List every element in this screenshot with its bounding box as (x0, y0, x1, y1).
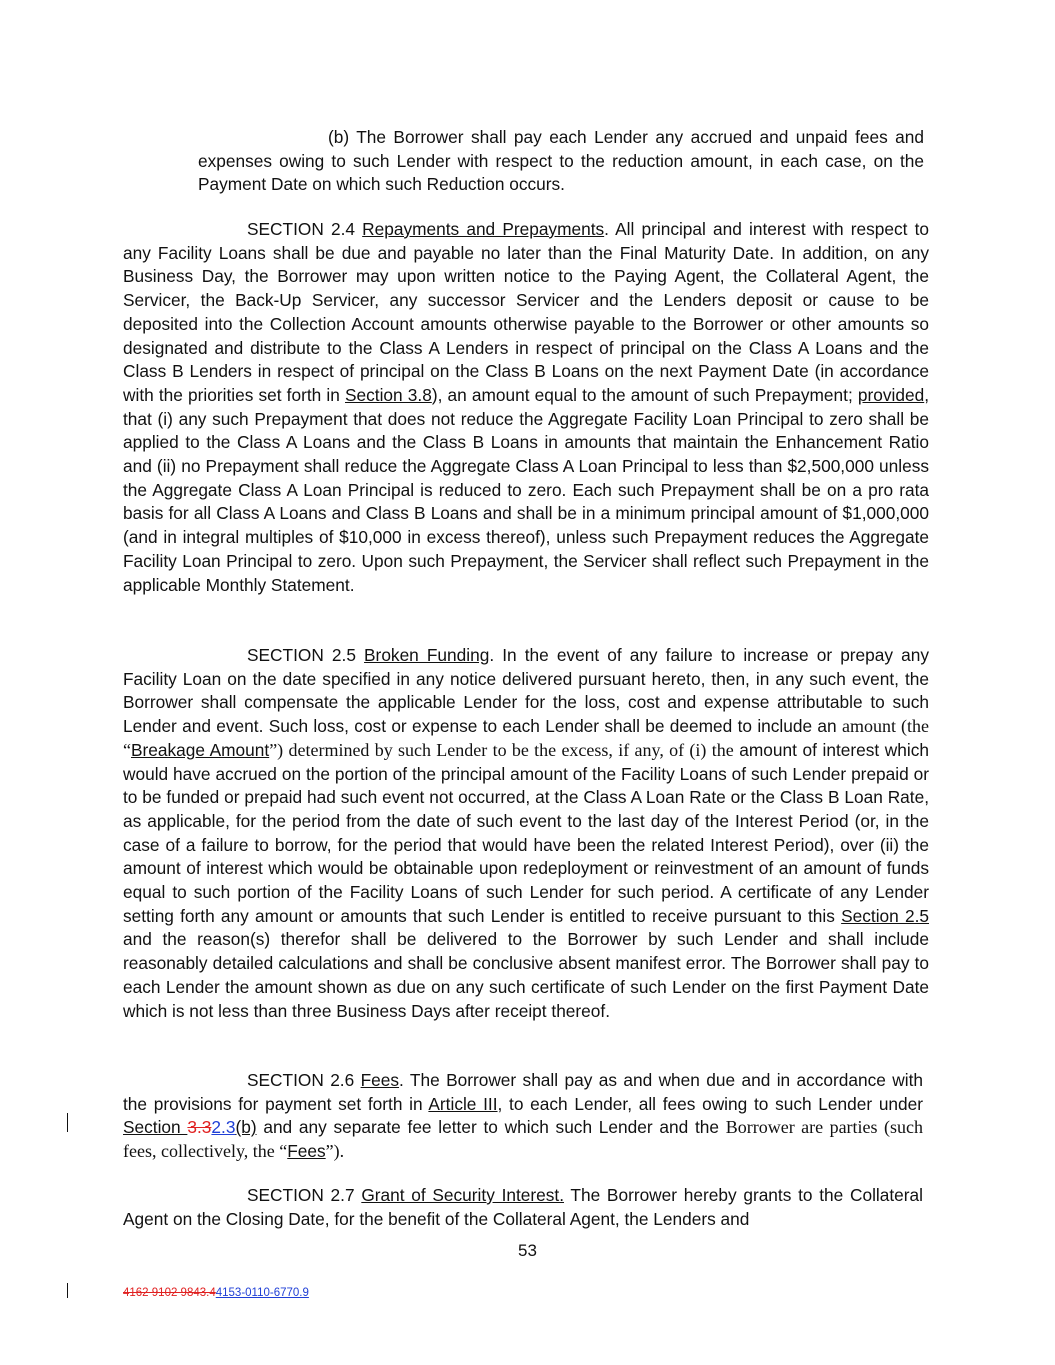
cross-reference: Section 3.8 (345, 384, 432, 405)
cross-reference: Section 2.5 (841, 905, 929, 926)
section-text: ), an amount equal to the amount of such Prepayment; (431, 384, 858, 405)
change-bar (67, 1283, 68, 1298)
section-2-4 (123, 218, 929, 597)
change-bar (67, 1113, 68, 1132)
paragraph-b-text: (b) The Borrower shall pay each Lender any accrued and unpaid fees and expenses owing to such Lender with respect to the reduction amount, in each case, on the Payment Date on which such Reduction occurs. (198, 127, 924, 195)
deleted-text: 4162 9102 9843.4 (123, 1287, 216, 1299)
section-heading: Fees (360, 1070, 400, 1090)
defined-term: Breakage Amount (131, 739, 270, 760)
deleted-text: 3.3 (187, 1117, 212, 1138)
section-heading: Grant of Security Interest. (361, 1185, 564, 1205)
section-text: , that (i) any such Prepayment that does not reduce the Aggregate Facility Loan Principal to zero shall be applied to the Class A Loans and the Class B Loans in amounts that maintain the Enhancement Ratio and (ii) no Prepayment shall reduce the Aggregate Class A Loan Principal to less than $2,500,000 unless the Aggregate Class A Loan Principal is reduced to zero. Each such Prepayment shall be on a pro rata basis for all Class A Loans and Class B Loans and shall be in a minimum principal amount of $1,000,000 (and in integral multiples of $10,000 in excess thereof), unless such Prepayment reduces the Aggregate Facility Loan Principal to zero. Upon such Prepayment, the Servicer shall reflect such Prepayment in the applicable Monthly Statement. (123, 384, 930, 595)
section-heading: Broken Funding (364, 645, 490, 665)
section-text: amount of interest which would have accrued on the portion of the principal amount of the Facility Loans of such Lender prepaid or to be funded or prepaid had such event not occurred, at the Class A Loan Rate or the Class B Loan Rate, as applicable, for the period from the date of such event to the last day of the Interest Period (or, in the case of a failure to borrow, for the period that would have been the related Interest Period), over (ii) the amount of interest which would be obtainable upon redeployment or reinvestment of an amount of funds equal to such portion of the Facility Loans of such Lender for such period. A certificate of any Lender setting forth any amount or amounts that such Lender is entitled to receive pursuant to this (123, 739, 929, 926)
section-text: ”) determined by such Lender to be the excess, if any, of (i) the (269, 739, 734, 760)
section-text: . All principal and interest with respect to any Facility Loans shall be due and payable no later than the Final Maturity Date. In addition, on any Business Day, the Borrower may upon written notice to the Paying Agent, the Collateral Agent, the Servicer, the Back-Up Servicer, any successor Servicer and the Lenders deposit or cause to be deposited into the Collection Account amounts otherwise payable to the Borrower or other amounts so designated and distribute to the Class A Lenders in respect of principal on the Class A Loans and the Class B Lenders in respect of principal on the Class B Loans on the next Payment Date (in accordance with the priorities set forth in (123, 219, 929, 405)
section-2-5 (123, 644, 929, 1023)
provided-term: provided (857, 384, 925, 405)
section-text: Borrower are parties (such fees, collectively, the “ (123, 1117, 923, 1162)
section-text: amount (the “ (123, 716, 929, 760)
inserted-text: 2.3 (211, 1117, 236, 1138)
inserted-text: 4153-0110-6770.9 (215, 1287, 309, 1299)
section-number: SECTION 2.6 (247, 1070, 361, 1090)
section-text: , to each Lender, all fees owing to such Lender under (497, 1093, 924, 1114)
cross-reference: Article III (428, 1093, 498, 1114)
section-heading: Repayments and Prepayments (362, 219, 605, 239)
paragraph-b (198, 126, 924, 197)
page-number: 53 (518, 1241, 537, 1260)
section-text: . The Borrower shall pay as and when due and in accordance with the provisions for payment set forth in (123, 1070, 923, 1114)
section-text: and the reason(s) therefor shall be delivered to the Borrower by such Lender and shall include reasonably detailed calculations and shall be conclusive absent manifest error. The Borrower shall pay to each Lender the amount shown as due on any such certificate of such Lender on the first Payment Date which is not less than three Business Days after receipt thereof. (123, 929, 929, 1021)
defined-term: Fees (287, 1141, 326, 1162)
cross-reference: (b) (235, 1117, 257, 1138)
section-number: SECTION 2.5 (247, 645, 365, 665)
section-text: The Borrower hereby grants to the Collateral Agent on the Closing Date, for the benefit of the Collateral Agent, the Lenders and (123, 1185, 923, 1229)
section-text: ”). (325, 1141, 345, 1162)
section-number: SECTION 2.4 (247, 219, 363, 239)
section-number: SECTION 2.7 (247, 1185, 362, 1205)
section-text: . In the event of any failure to increase or prepay any Facility Loan on the date specified in any notice delivered pursuant hereto, then, in any such event, the Borrower shall compensate the applicable Lender for the loss, cost and expense attributable to such Lender and event. Such loss, cost or expense to each Lender shall be deemed to include an (123, 645, 929, 737)
section-text: and any separate fee letter to which such Lender and the (256, 1117, 726, 1138)
section-2-6 (123, 1069, 923, 1164)
cross-reference: Section (123, 1117, 188, 1138)
footer-doc-id (123, 1287, 309, 1299)
section-2-7 (123, 1184, 923, 1231)
